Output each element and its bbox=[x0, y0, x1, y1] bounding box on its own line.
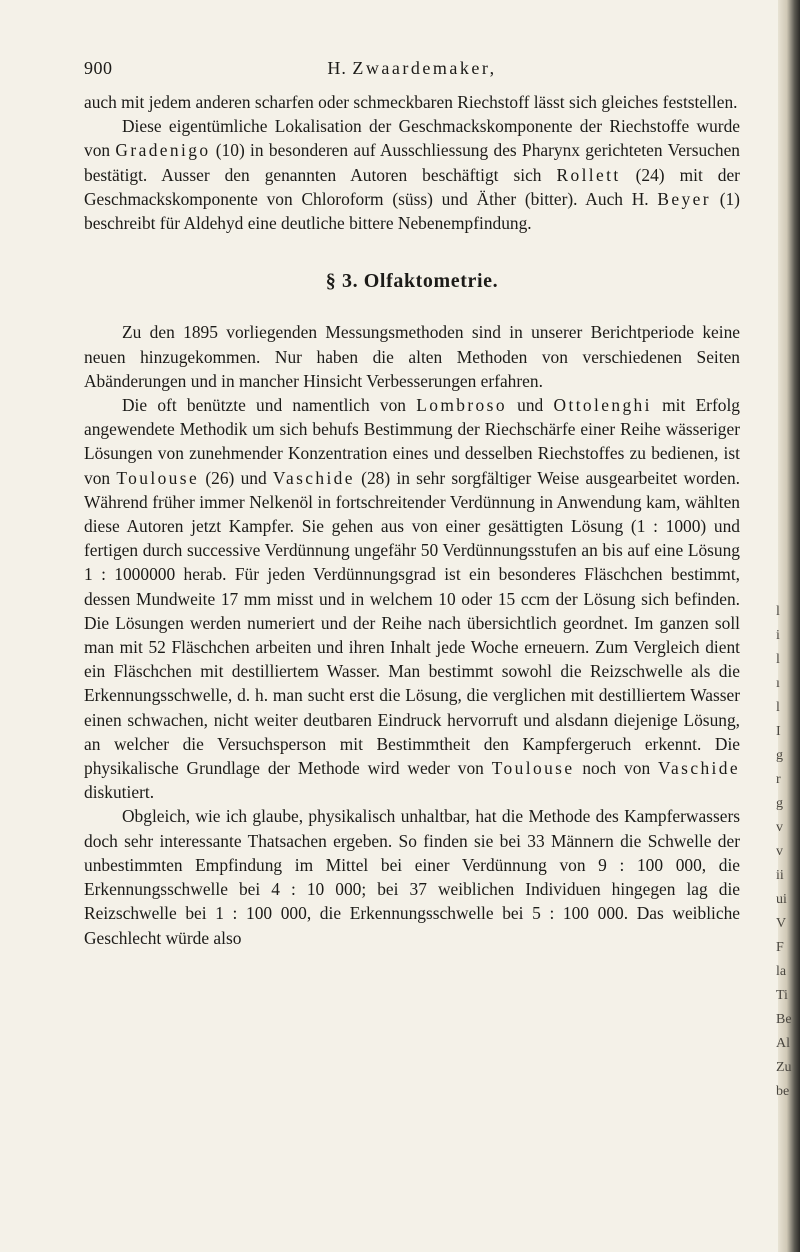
p4-text-e: mit Erfolg angewendete Methodik um sich behufs Bestimmung der Riechschärfe einer Reihe wässeriger Lösungen von zunehmender Konzentration eines und desselben Riechstoffes zu bedienen, ist von bbox=[84, 395, 740, 488]
author-vaschide: Vaschide bbox=[272, 467, 355, 488]
gutter-letter: ii bbox=[776, 868, 784, 883]
running-head-initial: H. bbox=[327, 58, 353, 78]
gutter-bleed-letters bbox=[776, 600, 792, 1104]
author-vaschide-2: Vaschide bbox=[658, 758, 741, 779]
gutter-letter: i bbox=[776, 628, 780, 643]
paragraph-5: Obgleich, wie ich glaube, physikalisch unhaltbar, hat die Methode des Kampferwassers doch sehr interessante Thatsachen ergeben. So finden sie bei 33 Männern die Schwelle der unbestimmten Empfindung im Mittel bei einer Verdünnung von 9 : 100 000, die Erkennungsschwelle bei 4 : 10 000; bei 37 weiblichen Individuen hingegen lag die Reizschwelle bei 1 : 100 000, die Erkennungsschwelle bei 5 : 100 000. Das weibliche Geschlecht würde also bbox=[84, 806, 740, 948]
section-heading: § 3. Olfaktometrie. bbox=[325, 270, 499, 293]
author-toulouse: Toulouse bbox=[116, 467, 200, 488]
author-gradenigo: Gradenigo bbox=[115, 140, 211, 161]
author-lombroso: Lombroso bbox=[416, 395, 507, 416]
author-ottolenghi: Ottolenghi bbox=[553, 395, 652, 416]
p2-text-a: Diese eigentümliche Lokalisation der Geschmackskomponente der Riechstoffe wurde von bbox=[84, 116, 740, 161]
gutter-letter: l bbox=[776, 700, 780, 715]
p2-text-c: (10) in besonderen auf Ausschliessung des Pharynx gerichteten Versuchen bestätigt. Ausser den genannten Autoren beschäftigt sich bbox=[84, 140, 740, 185]
gutter-letter: Be bbox=[776, 1012, 792, 1027]
p4-text-k: noch von bbox=[574, 758, 659, 779]
gutter-letter: l bbox=[776, 604, 780, 619]
body-text bbox=[84, 90, 740, 950]
author-beyer: Beyer bbox=[657, 188, 711, 209]
paragraph-4 bbox=[84, 393, 740, 804]
gutter-letter: Al bbox=[776, 1036, 790, 1051]
paragraph-3: Zu den 1895 vorliegenden Messungsmethoden sind in unserer Berichtperiode keine neuen hinzugekommen. Nur haben die alten Methoden von verschiedenen Seiten Abänderungen und in mancher Hinsicht Verbesserungen erfahren. bbox=[84, 322, 740, 391]
p4-text-m: diskutiert. bbox=[84, 782, 155, 803]
p2-text-g: (1) beschreibt für Aldehyd eine deutliche bittere Nebenempfindung. bbox=[84, 188, 740, 234]
gutter-letter: Zu bbox=[776, 1060, 792, 1075]
gutter-letter: g bbox=[776, 796, 783, 811]
gutter-letter: ı bbox=[776, 676, 780, 691]
author-rollett: Rollett bbox=[556, 164, 621, 185]
p4-text-a: Die oft benützte und namentlich von bbox=[122, 395, 417, 416]
page-header bbox=[84, 58, 740, 80]
paragraph-1: auch mit jedem anderen scharfen oder schmeckbaren Riechstoff lässt sich gleiches feststellen. bbox=[84, 92, 738, 112]
running-head bbox=[84, 58, 740, 79]
running-head-author: Zwaardemaker, bbox=[352, 58, 497, 78]
gutter-letter: v bbox=[776, 844, 783, 859]
gutter-letter: la bbox=[776, 964, 787, 979]
gutter-letter: F bbox=[776, 940, 784, 955]
gutter-letter: Ti bbox=[776, 988, 788, 1003]
p4-text-c: und bbox=[506, 395, 554, 416]
gutter-letter: be bbox=[776, 1084, 790, 1099]
gutter-letter: v bbox=[776, 820, 783, 835]
gutter-letter: ui bbox=[776, 892, 787, 907]
gutter-letter: l bbox=[776, 652, 780, 667]
paragraph-2 bbox=[84, 114, 740, 235]
p2-text-e: (24) mit der Geschmackskomponente von Chloroform (süss) und Äther (bitter). Auch H. bbox=[84, 164, 740, 209]
p4-text-g: (26) und bbox=[199, 467, 273, 488]
page-number: 900 bbox=[84, 58, 113, 78]
gutter-letter: r bbox=[776, 772, 781, 787]
p4-text-i: (28) in sehr sorgfältiger Weise ausgearbeitet worden. Während früher immer Nelkenöl in fortschreitender Verdünnung in Anwendung kam, wählten diese Autoren jetzt Kampfer. Sie gehen aus von einer gesättigten Lösung (1 : 1000) und fertigen durch successive Verdünnung ungefähr 50 Verdünnungsstufen an bis auf eine Lösung 1 : 1000000 herab. Für jeden Verdünnungsgrad ist ein besonderes Fläschchen bestimmt, dessen Mundweite 17 mm misst und in welchem 10 oder 15 ccm der Lösung sich befinden. Die Lösungen werden numeriert und der Reihe nach übersichtlich geordnet. Im ganzen soll man mit 52 Fläschchen arbeiten und ihren Inhalt jede Woche erneuern. Zum Vergleich dient ein Fläschchen mit destilliertem Wasser. Man bestimmt sowohl die Reizschwelle als die Erkennungsschwelle, d. h. man sucht erst die Lösung, die verglichen mit destilliertem Wasser einen schwachen, nicht weiter deutbaren Eindruck hervorruft und alsdann diejenige Lösung, an welcher die Versuchsperson mit Bestimmtheit den Kampfergeruch erkennt. Die physikalische Grundlage der Methode wird weder von bbox=[84, 467, 741, 779]
gutter-letter: V bbox=[776, 916, 787, 931]
author-toulouse-2: Toulouse bbox=[491, 758, 575, 779]
gutter-letter: I bbox=[776, 724, 781, 739]
gutter-letter: g bbox=[776, 748, 783, 763]
